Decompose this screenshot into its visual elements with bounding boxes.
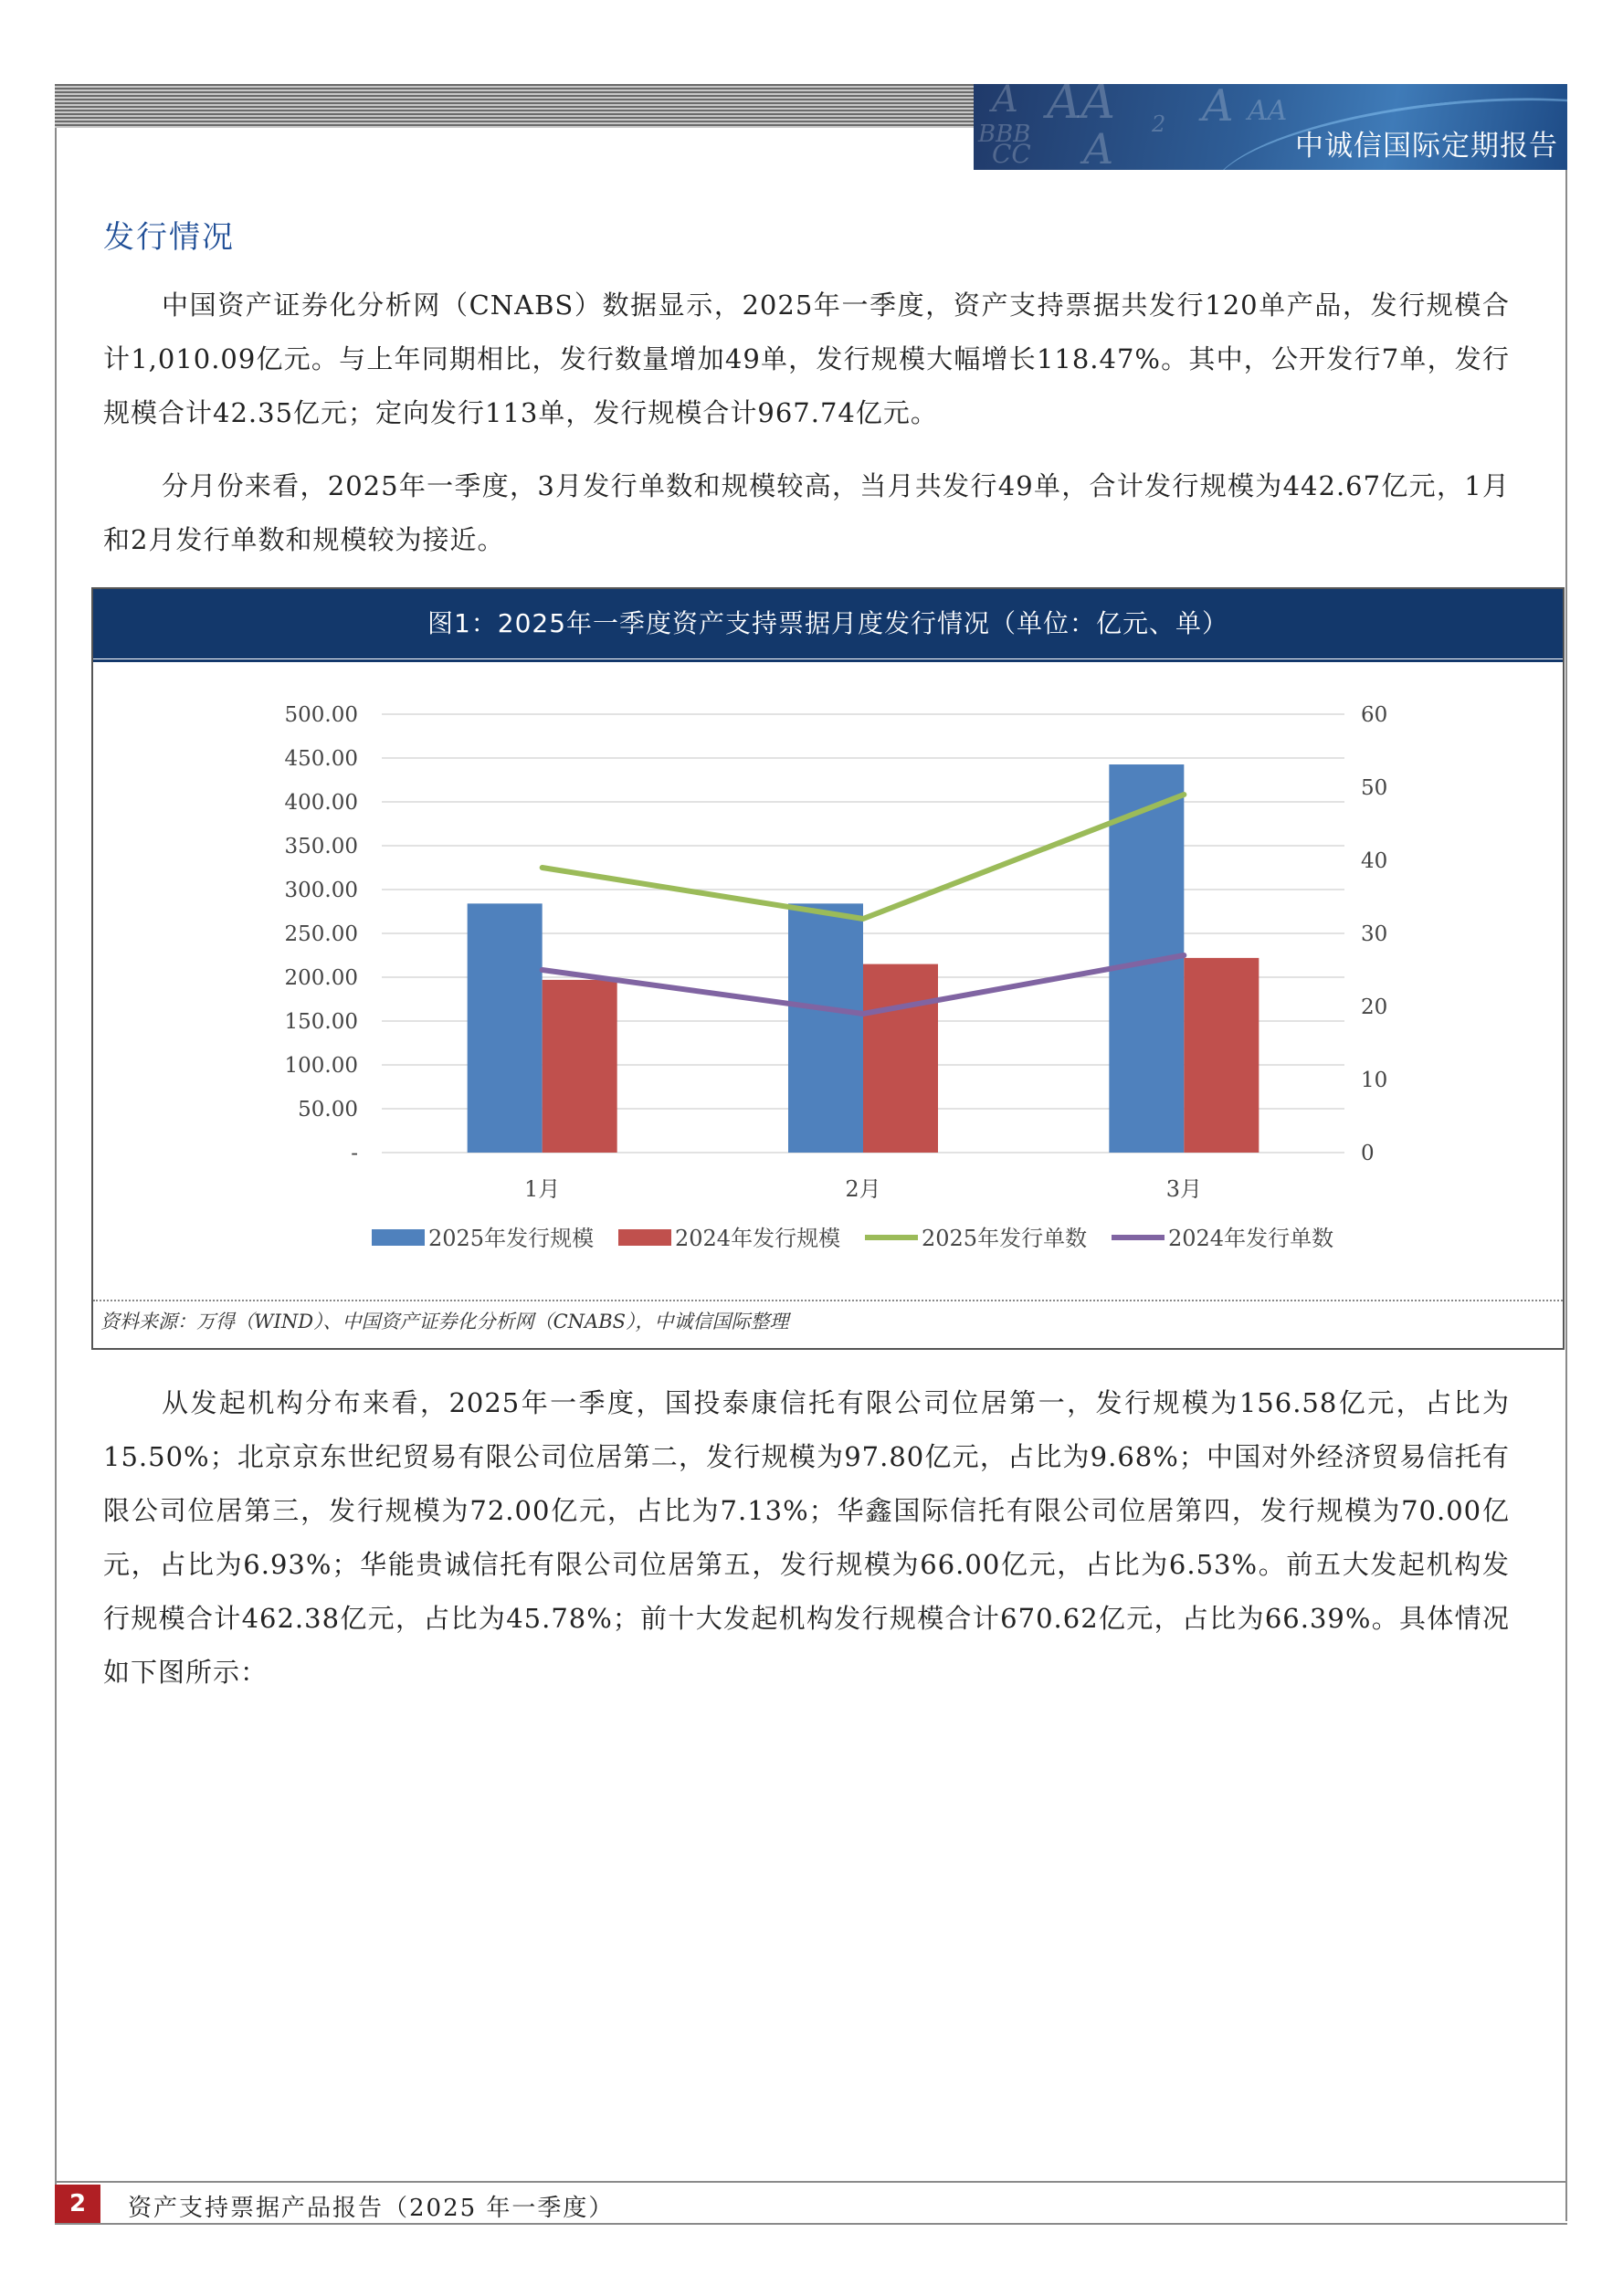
footer-report-title: 资产支持票据产品报告（2025 年一季度） <box>128 2195 615 2222</box>
header-stripe-bar <box>55 84 974 128</box>
y-left-tick-label: 250.00 <box>284 922 358 946</box>
y-left-tick-label: - <box>351 1142 358 1165</box>
y-right-tick-label: 40 <box>1361 849 1388 873</box>
bar-2024-scale <box>863 964 938 1153</box>
legend-label: 2025年发行单数 <box>922 1226 1088 1251</box>
y-left-tick-label: 450.00 <box>284 747 358 771</box>
bar-2024-scale <box>1184 958 1259 1153</box>
y-left-tick-label: 100.00 <box>284 1054 358 1078</box>
page-frame-right <box>1565 84 1567 2221</box>
header-banner <box>974 84 1567 170</box>
banner-deco-text: 2 <box>1152 111 1166 137</box>
y-left-tick-label: 150.00 <box>284 1010 358 1034</box>
y-left-tick-label: 500.00 <box>284 703 358 727</box>
banner-deco-text: A <box>992 84 1018 121</box>
legend-label: 2024年发行规模 <box>675 1226 841 1251</box>
banner-deco-text: AA <box>1047 84 1116 130</box>
figure-divider <box>93 1300 1563 1301</box>
y-right-tick-label: 20 <box>1361 995 1388 1019</box>
page-number: 2 <box>55 2185 100 2223</box>
banner-deco-text: BBB <box>978 121 1031 148</box>
footer-rule <box>55 2181 1567 2183</box>
legend-swatch <box>372 1229 425 1246</box>
figure-source: 资料来源：万得（WIND）、中国资产证券化分析网（CNABS），中诚信国际整理 <box>100 1311 789 1332</box>
y-left-tick-label: 400.00 <box>284 791 358 815</box>
legend-swatch <box>618 1229 671 1246</box>
banner-title: 中诚信国际定期报告 <box>1295 130 1558 163</box>
bar-2025-scale <box>468 903 543 1153</box>
figure-box <box>91 587 1565 1350</box>
page-frame-left <box>55 84 57 2221</box>
issuance-chart <box>93 664 1563 1285</box>
line-2025-count <box>543 795 1185 919</box>
bar-2024-scale <box>543 980 617 1153</box>
y-left-tick-label: 300.00 <box>284 879 358 902</box>
y-left-tick-label: 50.00 <box>298 1098 358 1122</box>
paragraph: 从发起机构分布来看，2025年一季度，国投泰康信托有限公司位居第一，发行规模为156.58亿元，占比为15.50%；北京京东世纪贸易有限公司位居第二，发行规模为97.80亿元，占比为9.68%；中国对外经济贸易信托有限公司位居第三，发行规模为72.00亿元，占比为7.13%；华鑫国际信托有限公司位居第四，发行规模为70.00亿元，占比为6.93%；华能贵诚信托有限公司位居第五，发行规模为66.00亿元，占比为6.53%。前五大发起机构发行规模合计462.38亿元，占比为45.78%；前十大发起机构发行规模合计670.62亿元，占比为66.39%。具体情况如下图所示： <box>103 1387 1510 1688</box>
y-left-tick-label: 350.00 <box>284 835 358 858</box>
legend-label: 2024年发行单数 <box>1168 1226 1334 1251</box>
footer-bottom-rule <box>55 2223 1567 2225</box>
y-right-tick-label: 0 <box>1361 1142 1375 1165</box>
figure-title: 图1：2025年一季度资产支持票据月度发行情况（单位：亿元、单） <box>93 589 1563 658</box>
y-right-tick-label: 50 <box>1361 776 1388 800</box>
x-tick-label: 3月 <box>1165 1176 1202 1202</box>
banner-deco-text: A <box>1202 84 1234 132</box>
paragraph: 分月份来看，2025年一季度，3月发行单数和规模较高，当月共发行49单，合计发行规模为442.67亿元，1月和2月发行单数和规模较为接近。 <box>103 470 1510 555</box>
section-title: 发行情况 <box>103 219 235 256</box>
x-tick-label: 1月 <box>524 1176 561 1202</box>
y-left-tick-label: 200.00 <box>284 966 358 990</box>
y-right-tick-label: 30 <box>1361 922 1388 946</box>
x-tick-label: 2月 <box>845 1176 881 1202</box>
banner-deco-text: AA <box>1248 95 1288 127</box>
paragraph: 中国资产证券化分析网（CNABS）数据显示，2025年一季度，资产支持票据共发行120单产品，发行规模合计1,010.09亿元。与上年同期相比，发行数量增加49单，发行规模大幅增长118.47%。其中，公开发行7单，发行规模合计42.35亿元；定向发行113单，发行规模合计967.74亿元。 <box>103 290 1510 428</box>
bar-2025-scale <box>788 903 863 1153</box>
banner-deco-text: CC <box>992 139 1031 169</box>
y-right-tick-label: 10 <box>1361 1069 1388 1092</box>
banner-deco-text: A <box>1083 124 1114 170</box>
y-right-tick-label: 60 <box>1361 703 1388 727</box>
legend-label: 2025年发行规模 <box>428 1226 595 1251</box>
